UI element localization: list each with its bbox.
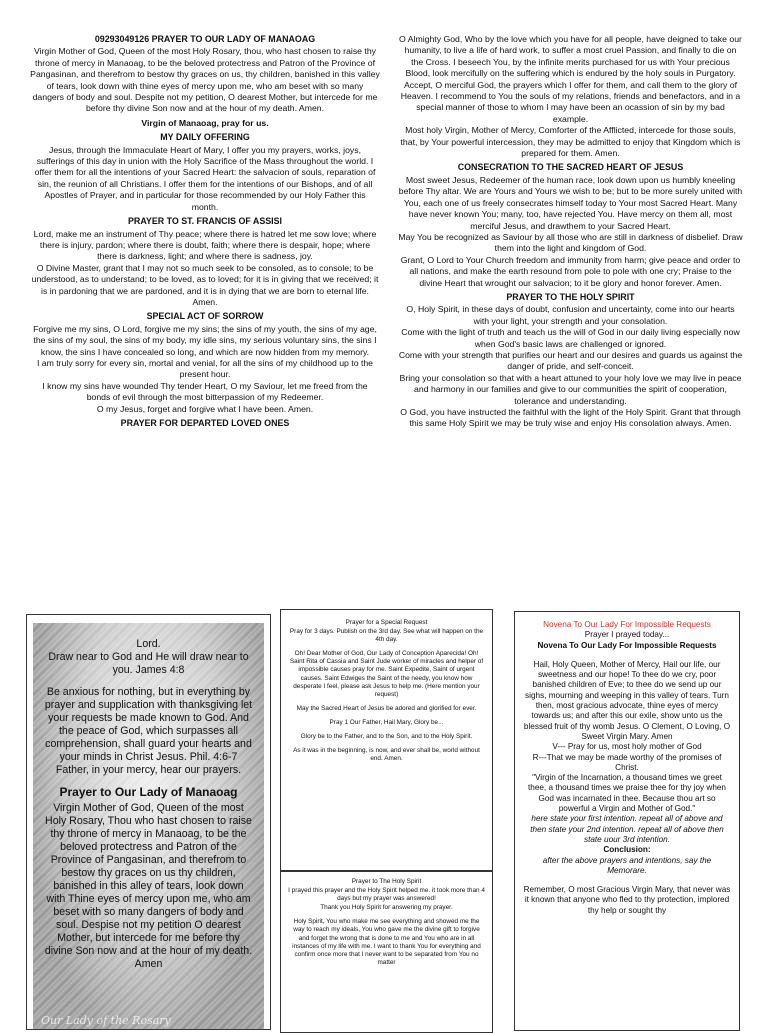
holy-spirit-text-1: O, Holy Spirit, in these days of doubt, confusion and uncertainty, come into our hearts with your light, your strength and your consolation. (406, 304, 735, 326)
holy-spirit-card-intro: I prayed this prayer and the Holy Spirit helped me. it took more than 4 days but my prayer was answered! (288, 887, 485, 903)
holy-spirit-heading: PRAYER TO THE HOLY SPIRIT (506, 291, 635, 302)
novena-card (514, 611, 740, 1031)
novena-conclusion-text: after the above prayers and intentions, say the Memorare. (542, 855, 712, 875)
consecration-text-2: May You be recognized as Saviour by all those who are still in darkness of disbelief. Draw them into the light and kingdom of God. (398, 231, 743, 254)
special-request-body-5: As it was in the beginning, is now, and ever shall be, world without end. Amen. (293, 747, 480, 763)
st-francis-text-2: O Divine Master, grant that I may not so much seek to be consoled, as to console; to be understood, as to understand; to be loved, as to loved; for it is in giving that we received; it is in pardoning that we are pardoned, and it is in dying that we are born to eternal life. Amen. (31, 262, 379, 307)
holy-spirit-text-2: Come with the light of truth and teach us the will of God in our daily living especially now when God's basic laws are challenged or ignored. (401, 327, 740, 349)
st-francis-heading: PRAYER TO ST. FRANCIS OF ASSISI (127, 216, 283, 227)
card-prayer: Virgin Mother of God, Queen of the most Holy Rosary, Thou who hast chosen to raise thy throne of mercy in Manaoag, to be the beloved protectress and Patron of the Province of Pangasinan, and therefrom to bestow thy graces on us thy children, banished in this alley of tears, look down with Thine eyes of mercy upon me, who am beset with so many dangers of body and soul. Despise not my petition O dearest Mother, but intercede for me before thy divine Son now and at the hour of my death. (44, 802, 253, 957)
novena-conclusion-heading: Conclusion: (603, 845, 651, 855)
act-of-sorrow-text-2: I am truly sorry for every sin, mortal and venial, for all the sins of my childhood up to the present hour. (36, 357, 374, 380)
special-request-body-2: May the Sacred Heart of Jesus be adored and glorified for ever. (296, 704, 477, 712)
holy-spirit-card-thanks: Thank you Holy Spirit for answering my prayer. (320, 904, 453, 912)
special-request-body-3: Pray 1 Our Father, Hail Mary, Glory be... (329, 718, 444, 726)
manaoag-image (33, 623, 264, 1030)
novena-response: R---That we may be made worthy of the promises of Christ. (532, 752, 722, 772)
card-watermark: Our Lady of the Rosary (41, 1014, 171, 1027)
act-of-sorrow-heading: SPECIAL ACT OF SORROW (146, 311, 264, 322)
novena-title-red: Novena To Our Lady For Impossible Requests (543, 620, 711, 629)
holy-spirit-text-4: Bring your consolation so that with a heart attuned to your holy love we may live in peace and harmony in our families and give to our communities the spirit of cooperation, tolerance and understanding. (399, 372, 742, 406)
novena-title-bold: Novena To Our Lady For Impossible Requests (537, 640, 717, 650)
special-request-body-1: Oh! Dear Mother of God, Our Lady of Conception Aparecida! Oh! Saint Rita of Cassia and Saint Jude worker of miracles and helper of impossible causes pray for me. Saint Expedite, Saint of urgent causes. Saint Edwiges the Saint of the needy, you know how desperate I feel, please ask Jesus to help me. (Here mention your request) (289, 650, 484, 698)
holy-spirit-card (280, 871, 493, 1033)
novena-prayed-line: Prayer I prayed today... (584, 630, 670, 640)
special-request-title: Prayer for a Special Request (345, 619, 428, 626)
manaoag-heading: 09293049126 PRAYER TO OUR LADY OF MANAOAG (94, 34, 316, 44)
holy-spirit-card-body: Holy Spirit, You who make me see everything and showed me the way to reach my ideals, You who gave me the divine gift to forgive and forget the wrong that is done to me and You who are in all instances of my life with me. I want to thank You for everything and confirm once more that I never want to be separated from You no matter (292, 918, 481, 966)
consecration-text-3: Grant, O Lord to Your Church freedom and immunity from harm; give peace and order to all nations, and make the earth resound from pole to pole with one cry; Praise to the divine Heart that wrought our salvacion; to it be glory and honor forever. Amen. (400, 254, 741, 288)
consecration-heading: CONSECRATION TO THE SACRED HEART OF JESUS (457, 162, 684, 173)
act-of-sorrow-text-1: Forgive me my sins, O Lord, forgive me my sins; the sins of my youth, the sins of my age, the sins of my soul, the sins of my body, my idle sins, my serious voluntary sins, the sins I know, the sins I have concealed so long, and which are now hidden from my memory. (33, 323, 377, 357)
st-francis-text-1: Lord, make me an instrument of Thy peace; where there is hatred let me sow love; where there is injury, pardon; where there is doubt, faith; where there is despair, hope; where there is darkness, light; and where there is sadness, joy. (33, 228, 377, 262)
act-of-sorrow-text-4: O my Jesus, forget and forgive what I have been. Amen. (96, 403, 314, 414)
card-verse-james: Draw near to God and He will draw near to you. James 4:8 (48, 651, 249, 676)
act-of-sorrow-text-3: I know my sins have wounded Thy tender Heart, O my Saviour, let me freed from the bonds of evil through the most bitterpassion of my Redeemer. (42, 380, 368, 403)
card-top-word: Lord. (136, 638, 161, 650)
holy-spirit-text-3: Come with your strength that purifies our heart and our desires and guards us against the danger of pride, and self-conceit. (398, 349, 743, 372)
right-text-column (398, 34, 743, 430)
novena-versicle: V--- Pray for us, most holy mother of God (552, 742, 702, 752)
novena-virgin-quote: "Virgin of the Incarnation, a thousand times we greet thee, a thousand times we praise thee for thy joy when God was incarnated in thee. Because thou art so powerful a Virgin and Mother of God." (528, 773, 726, 814)
holy-spirit-text-5: O God, you have instructed the faithful with the light of the Holy Spirit. Grant that through this same Holy Spirit we may be truly wise and enjoy His consolation always. Amen. (400, 407, 741, 429)
departed-heading: PRAYER FOR DEPARTED LOVED ONES (120, 418, 290, 428)
daily-offering-heading: MY DAILY OFFERING (160, 132, 250, 143)
consecration-text-1: Most sweet Jesus, Redeemer of the human race, look down upon us humbly kneeling before Thy altar. We are Yours and Yours we wish to be; but to be more surely united with You, each one of us freely consecrates himself today to Your most Sacred Heart. Many have never known You; many, too, have rejected You. Have mercy on them all, most merciful Jesus, and drawthem to your Sacred Heart. (398, 174, 743, 231)
departed-text-2: Most holy Virgin, Mother of Mercy, Comforter of the Afflicted, intercede for those souls, that, by Your powerful intercession, they may be admitted to enjoy that Kingdom which is prepared for them. Amen. (400, 125, 741, 159)
novena-hail-holy-queen: Hail, Holy Queen, Mother of Mercy, Hail our life, our sweetness and our hope! To thee do we cry, poor banished children of Eve; to thee do we send up our sighs, mourning and weeping in this valley of tears. Turn then, most gracious advocate, thine eyes of mercy towards us; and after this our exile, show unto us the blessed fruit of thy womb Jesus. O Clement, O Loving, O Sweet Virgin Mary. Amen (523, 659, 731, 741)
special-request-body-4: Glory be to the Father, and to the Son, and to the Holy Spirit. (300, 733, 473, 741)
card-title: Prayer to Our Lady of Manaoag (59, 785, 238, 799)
daily-offering-text: Jesus, through the Immaculate Heart of Mary, I offer you my prayers, works, joys, sufferings of this day in union with the Holy Sacrifice of the Mass throughout the world. I offer them for all the intentions of your Sacred Heart: the salvacion of souls, reparation of sin, the reunion of all Christians. I offer them for the intentions of our Bishops, and of all Apostles of Prayer, and in particular for those recommended by our Holy Father this month. (34, 144, 376, 212)
special-request-instruction: Pray for 3 days. Publish on the 3rd day. See what will happen on the 4th day. (289, 628, 484, 644)
manaoag-image-card (26, 614, 271, 1030)
special-request-card (280, 609, 493, 871)
novena-intention-instructions: here state your first intention. repeat all of above and then state your 2nd intention. repeat all of above then state uour 3rd intention. (530, 814, 724, 844)
card-verse-philippians: Be anxious for nothing, but in everything by prayer and supplication with thanksgiving let your requests be made known to God. And the peace of God, which surpasses all comprehension, shall guard your hearts and your minds in Christ Jesus. Phil. 4:6-7 Father, in your mercy, hear our prayers. (44, 686, 253, 776)
novena-memorare: Remember, O most Gracious Virgin Mary, that never was it known that anyone who fled to thy protection, implored thy help or sought thy (523, 885, 731, 915)
holy-spirit-card-title: Prayer to The Holy Spirit (351, 878, 422, 885)
left-text-column (30, 34, 380, 430)
manaoag-invocation: Virgin of Manaoag, pray for us. (141, 117, 269, 128)
manaoag-prayer-text: Virgin Mother of God, Queen of the most Holy Rosary, thou, who hast chosen to raise thy throne of mercy in Manaoag, to be the beloved protectress and Patron of the Province of Pangasinan, and therefrom to bestow thy graces on us, thy children, banished in this valley of tears, look down with thine eyes of mercy upon me, who am beset with so many dangers of body and soul. Despite not my petition, O dearest Mother, but intercede for me before thy divine Son now and at the hour of my death. Amen. (30, 46, 380, 114)
card-amen: Amen (134, 958, 163, 970)
departed-text: O Almighty God, Who by the love which you have for all people, have deigned to take our humanity, to live a life of hard work, to suffer a most cruel Passion, and finally to die on the Cross. I beseech You, by the infinite merits purchased for us with Your precious Blood, look mercifully on the suffering which is endured by the holy souls in Purgatory. Accept, O merciful God, the prayers which I offer for them, and call them to the glory of Heaven. I recommend to You the souls of my relations, friends and benefactors, and in a special manner of those to whom I may have been an ocassion of sin by my bad example. (399, 34, 742, 124)
